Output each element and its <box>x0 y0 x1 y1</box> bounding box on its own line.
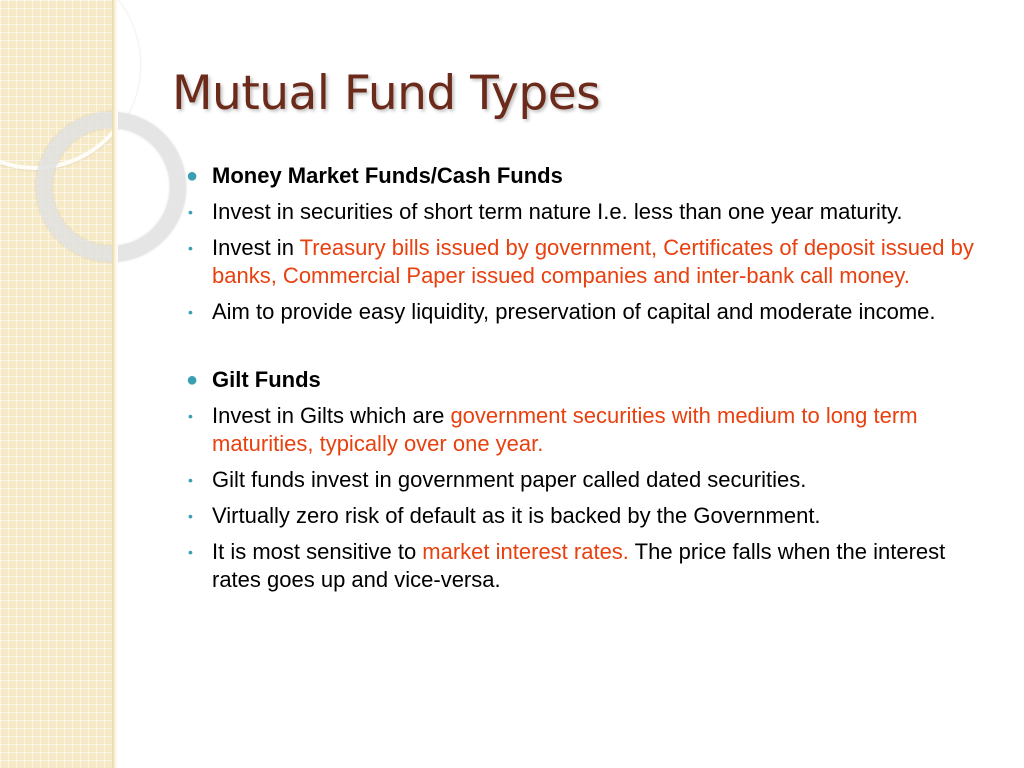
section-heading-gilt-funds <box>186 366 986 394</box>
list-item <box>186 402 986 458</box>
slide-title: Mutual Fund Types <box>172 66 601 121</box>
slide-content <box>186 162 986 602</box>
bullet-icon: • <box>188 240 193 256</box>
decorative-side-panel <box>0 0 112 768</box>
list-item-text: Invest in Gilts which are <box>212 403 451 428</box>
section-heading-text: Gilt Funds <box>212 367 321 392</box>
list-item-text: Virtually zero risk of default as it is backed by the Government. <box>212 503 821 528</box>
list-item <box>186 538 986 594</box>
section-heading-text: Money Market Funds/Cash Funds <box>212 163 563 188</box>
list-item <box>186 502 986 530</box>
list-item-highlight: Treasury bills issued by government, Certificates of deposit issued by banks, Commercial Paper issued companies and inter-bank call money. <box>212 235 974 288</box>
list-item <box>186 466 986 494</box>
section-gap <box>186 334 986 366</box>
list-item-highlight: market interest rates. <box>422 539 629 564</box>
section-heading-money-market <box>186 162 986 190</box>
list-item <box>186 198 986 226</box>
list-item-text: It is most sensitive to <box>212 539 423 564</box>
list-item-text-tail: The price falls when the interest rates goes up and vice-versa. <box>212 539 946 592</box>
list-item-text: Gilt funds invest in government paper called dated securities. <box>212 467 807 492</box>
bullet-icon: • <box>188 544 193 560</box>
list-item <box>186 234 986 290</box>
list-item-text: Aim to provide easy liquidity, preservation of capital and moderate income. <box>212 299 936 324</box>
list-item-text: Invest in securities of short term nature I.e. less than one year maturity. <box>212 199 903 224</box>
bullet-icon: ● <box>186 165 199 187</box>
bullet-icon: • <box>188 508 193 524</box>
bullet-icon: • <box>188 472 193 488</box>
bullet-icon: ● <box>186 369 199 391</box>
list-item-highlight: government securities with medium to long term maturities, typically over one year. <box>212 403 918 456</box>
bullet-icon: • <box>188 204 193 220</box>
list-item <box>186 298 986 326</box>
bullet-icon: • <box>188 304 193 320</box>
list-item-text: Invest in <box>212 235 300 260</box>
decorative-ring-icon <box>36 112 186 262</box>
side-panel-edge <box>112 0 118 768</box>
bullet-icon: • <box>188 408 193 424</box>
